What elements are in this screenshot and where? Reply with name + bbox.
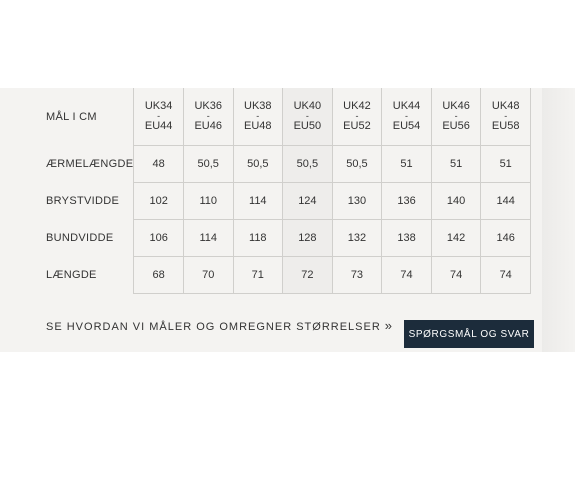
size-table-scroll[interactable] bbox=[38, 88, 531, 297]
value-cell: 146 bbox=[481, 219, 531, 256]
size-header-cell: UK44 - EU54 bbox=[382, 88, 432, 145]
value-cell: 102 bbox=[134, 182, 184, 219]
double-chevron-right-icon: » bbox=[384, 318, 394, 333]
size-header-cell: UK40 - EU50 bbox=[283, 88, 333, 145]
value-cell: 106 bbox=[134, 219, 184, 256]
measurement-guide-link-text: SE HVORDAN VI MÅLER OG OMREGNER STØRRELSER bbox=[46, 321, 381, 333]
table-row bbox=[38, 145, 531, 182]
value-cell: 51 bbox=[481, 145, 531, 182]
value-cell: 110 bbox=[183, 182, 233, 219]
value-cell: 50,5 bbox=[332, 145, 382, 182]
value-cell: 114 bbox=[233, 182, 283, 219]
value-cell: 71 bbox=[233, 256, 283, 293]
table-row bbox=[38, 256, 531, 293]
value-cell: 51 bbox=[382, 145, 432, 182]
row-label: BUNDVIDDE bbox=[46, 231, 114, 244]
value-cell: 136 bbox=[382, 182, 432, 219]
value-cell: 51 bbox=[431, 145, 481, 182]
value-cell: 50,5 bbox=[233, 145, 283, 182]
size-header-cell: UK36 - EU46 bbox=[183, 88, 233, 145]
size-header-cell: UK38 - EU48 bbox=[233, 88, 283, 145]
panel-edge-shadow bbox=[542, 88, 575, 352]
size-guide-panel bbox=[0, 88, 575, 352]
value-cell: 73 bbox=[332, 256, 382, 293]
value-cell: 114 bbox=[183, 219, 233, 256]
table-row bbox=[38, 182, 531, 219]
size-header-cell: UK34 - EU44 bbox=[134, 88, 184, 145]
table-row bbox=[38, 219, 531, 256]
value-cell: 132 bbox=[332, 219, 382, 256]
value-cell: 142 bbox=[431, 219, 481, 256]
value-cell: 68 bbox=[134, 256, 184, 293]
value-cell: 74 bbox=[382, 256, 432, 293]
row-label: LÆNGDE bbox=[46, 268, 97, 281]
value-cell: 130 bbox=[332, 182, 382, 219]
corner-label: MÅL I CM bbox=[46, 110, 97, 123]
size-table bbox=[38, 88, 531, 294]
value-cell: 48 bbox=[134, 145, 184, 182]
size-header-cell: UK42 - EU52 bbox=[332, 88, 382, 145]
row-label: ÆRMELÆNGDE bbox=[46, 157, 134, 170]
faq-button[interactable]: SPØRGSMÅL OG SVAR bbox=[404, 320, 534, 348]
row-label: BRYSTVIDDE bbox=[46, 194, 120, 207]
value-cell: 74 bbox=[481, 256, 531, 293]
value-cell: 138 bbox=[382, 219, 432, 256]
value-cell: 72 bbox=[283, 256, 333, 293]
value-cell: 144 bbox=[481, 182, 531, 219]
value-cell: 118 bbox=[233, 219, 283, 256]
value-cell: 50,5 bbox=[283, 145, 333, 182]
measurement-guide-link[interactable] bbox=[46, 318, 393, 333]
value-cell: 128 bbox=[283, 219, 333, 256]
size-header-row bbox=[38, 88, 531, 145]
value-cell: 74 bbox=[431, 256, 481, 293]
value-cell: 140 bbox=[431, 182, 481, 219]
value-cell: 70 bbox=[183, 256, 233, 293]
value-cell: 50,5 bbox=[183, 145, 233, 182]
size-header-cell: UK48 - EU58 bbox=[481, 88, 531, 145]
value-cell: 124 bbox=[283, 182, 333, 219]
size-header-cell: UK46 - EU56 bbox=[431, 88, 481, 145]
